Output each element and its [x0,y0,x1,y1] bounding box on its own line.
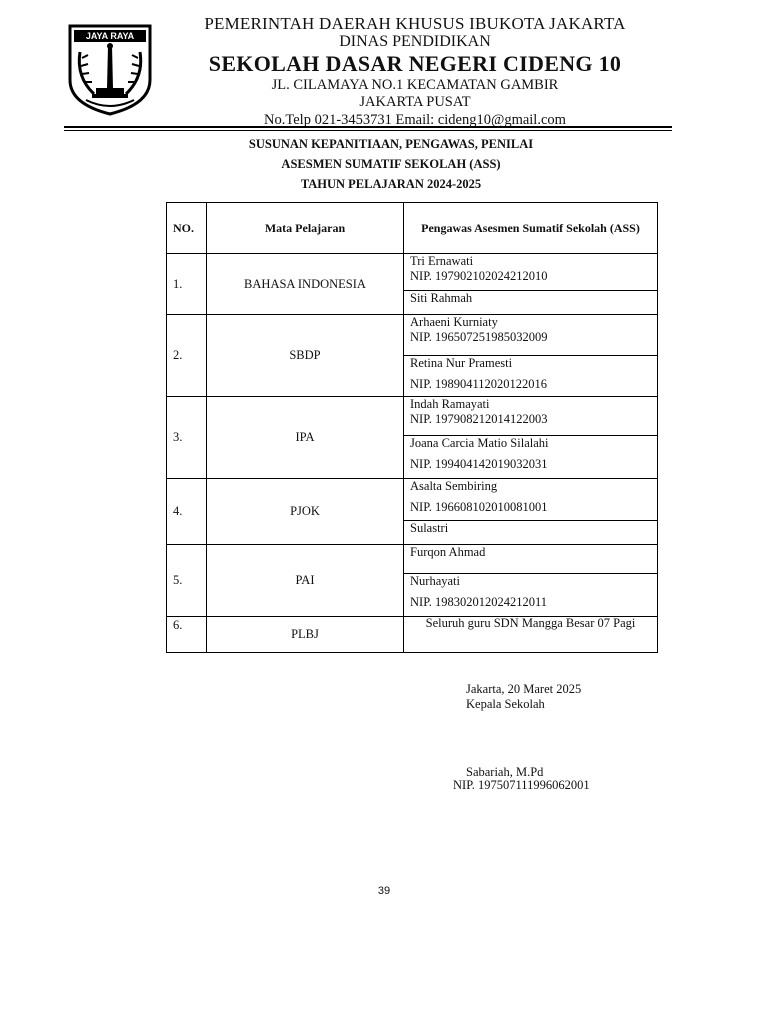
supervisor-cell [404,397,658,436]
document-year: TAHUN PELAJARAN 2024-2025 [300,177,482,191]
page-number: 39 [377,885,391,897]
header-subject: Mata Pelajaran [207,203,404,254]
row-number: 4. [167,479,207,545]
supervisor-name: Indah Ramayati [410,397,490,411]
row-subject: PLBJ [207,617,404,653]
supervisor-name: Seluruh guru SDN Mangga Besar 07 Pagi [425,616,636,630]
supervisor-nip: NIP. 197902102024212010 [410,269,548,283]
row-number: 1. [167,254,207,315]
table-row [167,617,658,653]
supervisor-name: Retina Nur Pramesti [410,356,513,370]
signature-place-date: Jakarta, 20 Maret 2025 [466,682,582,696]
supervisor-name: Sulastri [410,521,449,535]
signature-name: Sabariah, M.Pd [466,765,544,779]
supervisor-name: Tri Ernawati [410,254,474,268]
signature-position: Kepala Sekolah [466,697,545,711]
supervisor-cell [404,479,658,521]
document-subtitle: ASESMEN SUMATIF SEKOLAH (ASS) [281,157,501,171]
supervisor-name: Asalta Sembiring [410,479,498,493]
supervisor-name: Furqon Ahmad [410,545,486,559]
supervisor-nip: NIP. 198302012024212011 [410,595,548,609]
supervisor-cell [404,254,658,291]
supervisor-cell [404,436,658,479]
header-supervisor: Pengawas Asesmen Sumatif Sekolah (ASS) [404,203,658,254]
letterhead-rule-thick [64,126,672,128]
supervisor-nip: NIP. 199404142019032031 [410,457,548,471]
row-subject: IPA [207,397,404,479]
row-subject: BAHASA INDONESIA [207,254,404,315]
row-subject: PJOK [207,479,404,545]
supervisor-cell [404,291,658,315]
supervisor-name: Nurhayati [410,574,460,588]
emblem-text: JAYA RAYA [85,31,135,41]
document-titles [166,134,616,194]
header-no: NO. [167,203,207,254]
supervisor-cell [404,574,658,617]
table-row [167,315,658,356]
letterhead-rule-thin [64,130,672,131]
supervisor-nip: NIP. 198904112020122016 [410,377,548,391]
row-number: 3. [167,397,207,479]
supervisor-nip: NIP. 197908212014122003 [410,412,548,426]
row-subject: SBDP [207,315,404,397]
row-subject: PAI [207,545,404,617]
supervisor-cell [404,521,658,545]
supervisor-cell [404,545,658,574]
supervisor-name: Arhaeni Kurniaty [410,315,498,329]
table-row [167,254,658,291]
letterhead-city: JAKARTA PUSAT [359,94,471,110]
supervisor-nip: NIP. 196608102010081001 [410,500,548,514]
letterhead-government: PEMERINTAH DAERAH KHUSUS IBUKOTA JAKARTA [204,14,626,33]
document-title: SUSUNAN KEPANITIAAN, PENGAWAS, PENILAI [248,137,534,151]
table-header-row [167,203,658,254]
letterhead [160,14,670,130]
signature-block [466,682,581,712]
letterhead-department: DINAS PENDIDIKAN [339,33,491,50]
supervisor-cell [404,356,658,397]
supervisor-name: Joana Carcia Matio Silalahi [410,436,549,450]
row-number: 5. [167,545,207,617]
supervisor-cell [404,617,658,653]
supervisor-nip: NIP. 196507251985032009 [410,330,548,344]
table-row [167,479,658,521]
table-row [167,397,658,436]
letterhead-address: JL. CILAMAYA NO.1 KECAMATAN GAMBIR [271,77,559,93]
supervisor-name: Siti Rahmah [410,291,473,305]
supervisor-cell [404,315,658,356]
row-number: 2. [167,315,207,397]
letterhead-school-name: SEKOLAH DASAR NEGERI CIDENG 10 [208,51,622,76]
signature-nip: NIP. 197507111996062001 [453,778,590,792]
table-row [167,545,658,574]
row-number: 6. [167,617,207,653]
supervisor-table [166,202,658,653]
letterhead-contact: No.Telp 021-3453731 Email: cideng10@gmail.com [264,112,566,128]
jaya-raya-emblem-logo [66,22,154,116]
